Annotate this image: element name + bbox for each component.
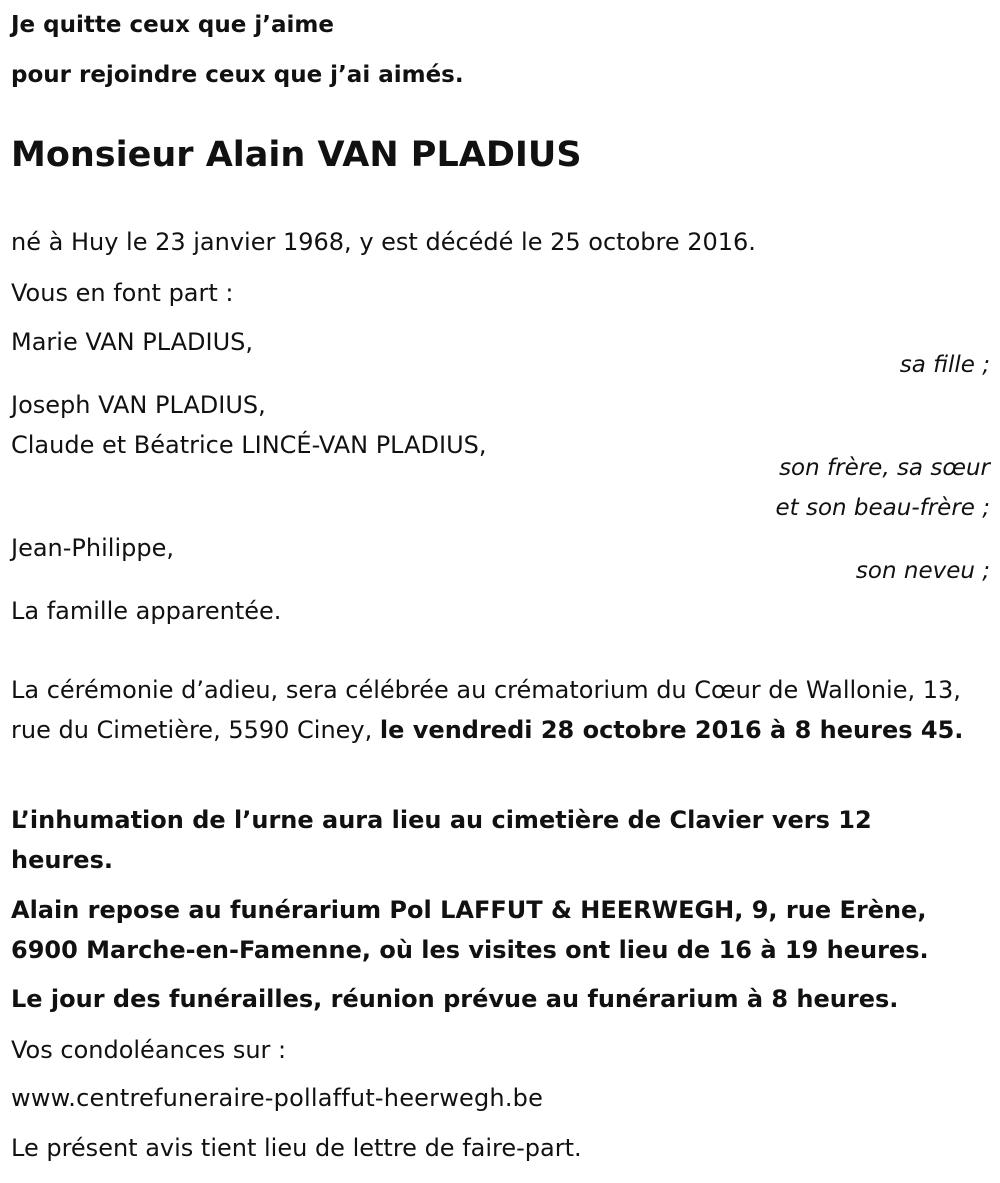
meeting-line: Le jour des funérailles, réunion prévue au funérarium à 8 heures. <box>11 985 899 1013</box>
family-name: Jean-Philippe, <box>11 534 174 562</box>
ceremony-date: le vendredi 28 octobre 2016 à 8 heures 45. <box>379 716 964 744</box>
notice-line: Le présent avis tient lieu de lettre de faire-part. <box>11 1134 582 1162</box>
quote-line-1: Je quitte ceux que j’aime <box>11 12 334 38</box>
birth-death-line: né à Huy le 23 janvier 1968, y est décédé le 25 octobre 2016. <box>11 228 756 256</box>
family-name: Marie VAN PLADIUS, <box>11 328 254 356</box>
condolences-url[interactable]: www.centrefuneraire-pollaffut-heerwegh.be <box>11 1084 544 1112</box>
ceremony-text: La cérémonie d’adieu, sera célébrée au crématorium du Cœur de Wallonie, 13, rue du Cimetière, 5590 Ciney, <box>11 676 961 744</box>
quote-line-2: pour rejoindre ceux que j’ai aimés. <box>11 62 464 88</box>
family-relation: son frère, sa sœur <box>779 455 990 481</box>
condolences-label: Vos condoléances sur : <box>11 1036 287 1064</box>
burial-paragraph: L’inhumation de l’urne aura lieu au cimetière de Clavier vers 12 heures. <box>11 806 872 874</box>
family-relation: son neveu ; <box>855 558 990 584</box>
family-intro: Vous en font part : <box>11 279 234 307</box>
family-closing: La famille apparentée. <box>11 597 282 625</box>
family-name: Claude et Béatrice LINCÉ-VAN PLADIUS, <box>11 431 487 459</box>
visitation-paragraph: Alain repose au funérarium Pol LAFFUT & HEERWEGH, 9, rue Erène, 6900 Marche-en-Famenne, où les visites ont lieu de 16 à 19 heures. <box>11 896 929 964</box>
ceremony-paragraph <box>11 670 996 750</box>
family-relation: sa fille ; <box>899 352 990 378</box>
family-relation: et son beau-frère ; <box>775 495 990 521</box>
deceased-name: Monsieur Alain VAN PLADIUS <box>11 135 582 175</box>
family-name: Joseph VAN PLADIUS, <box>11 391 266 419</box>
